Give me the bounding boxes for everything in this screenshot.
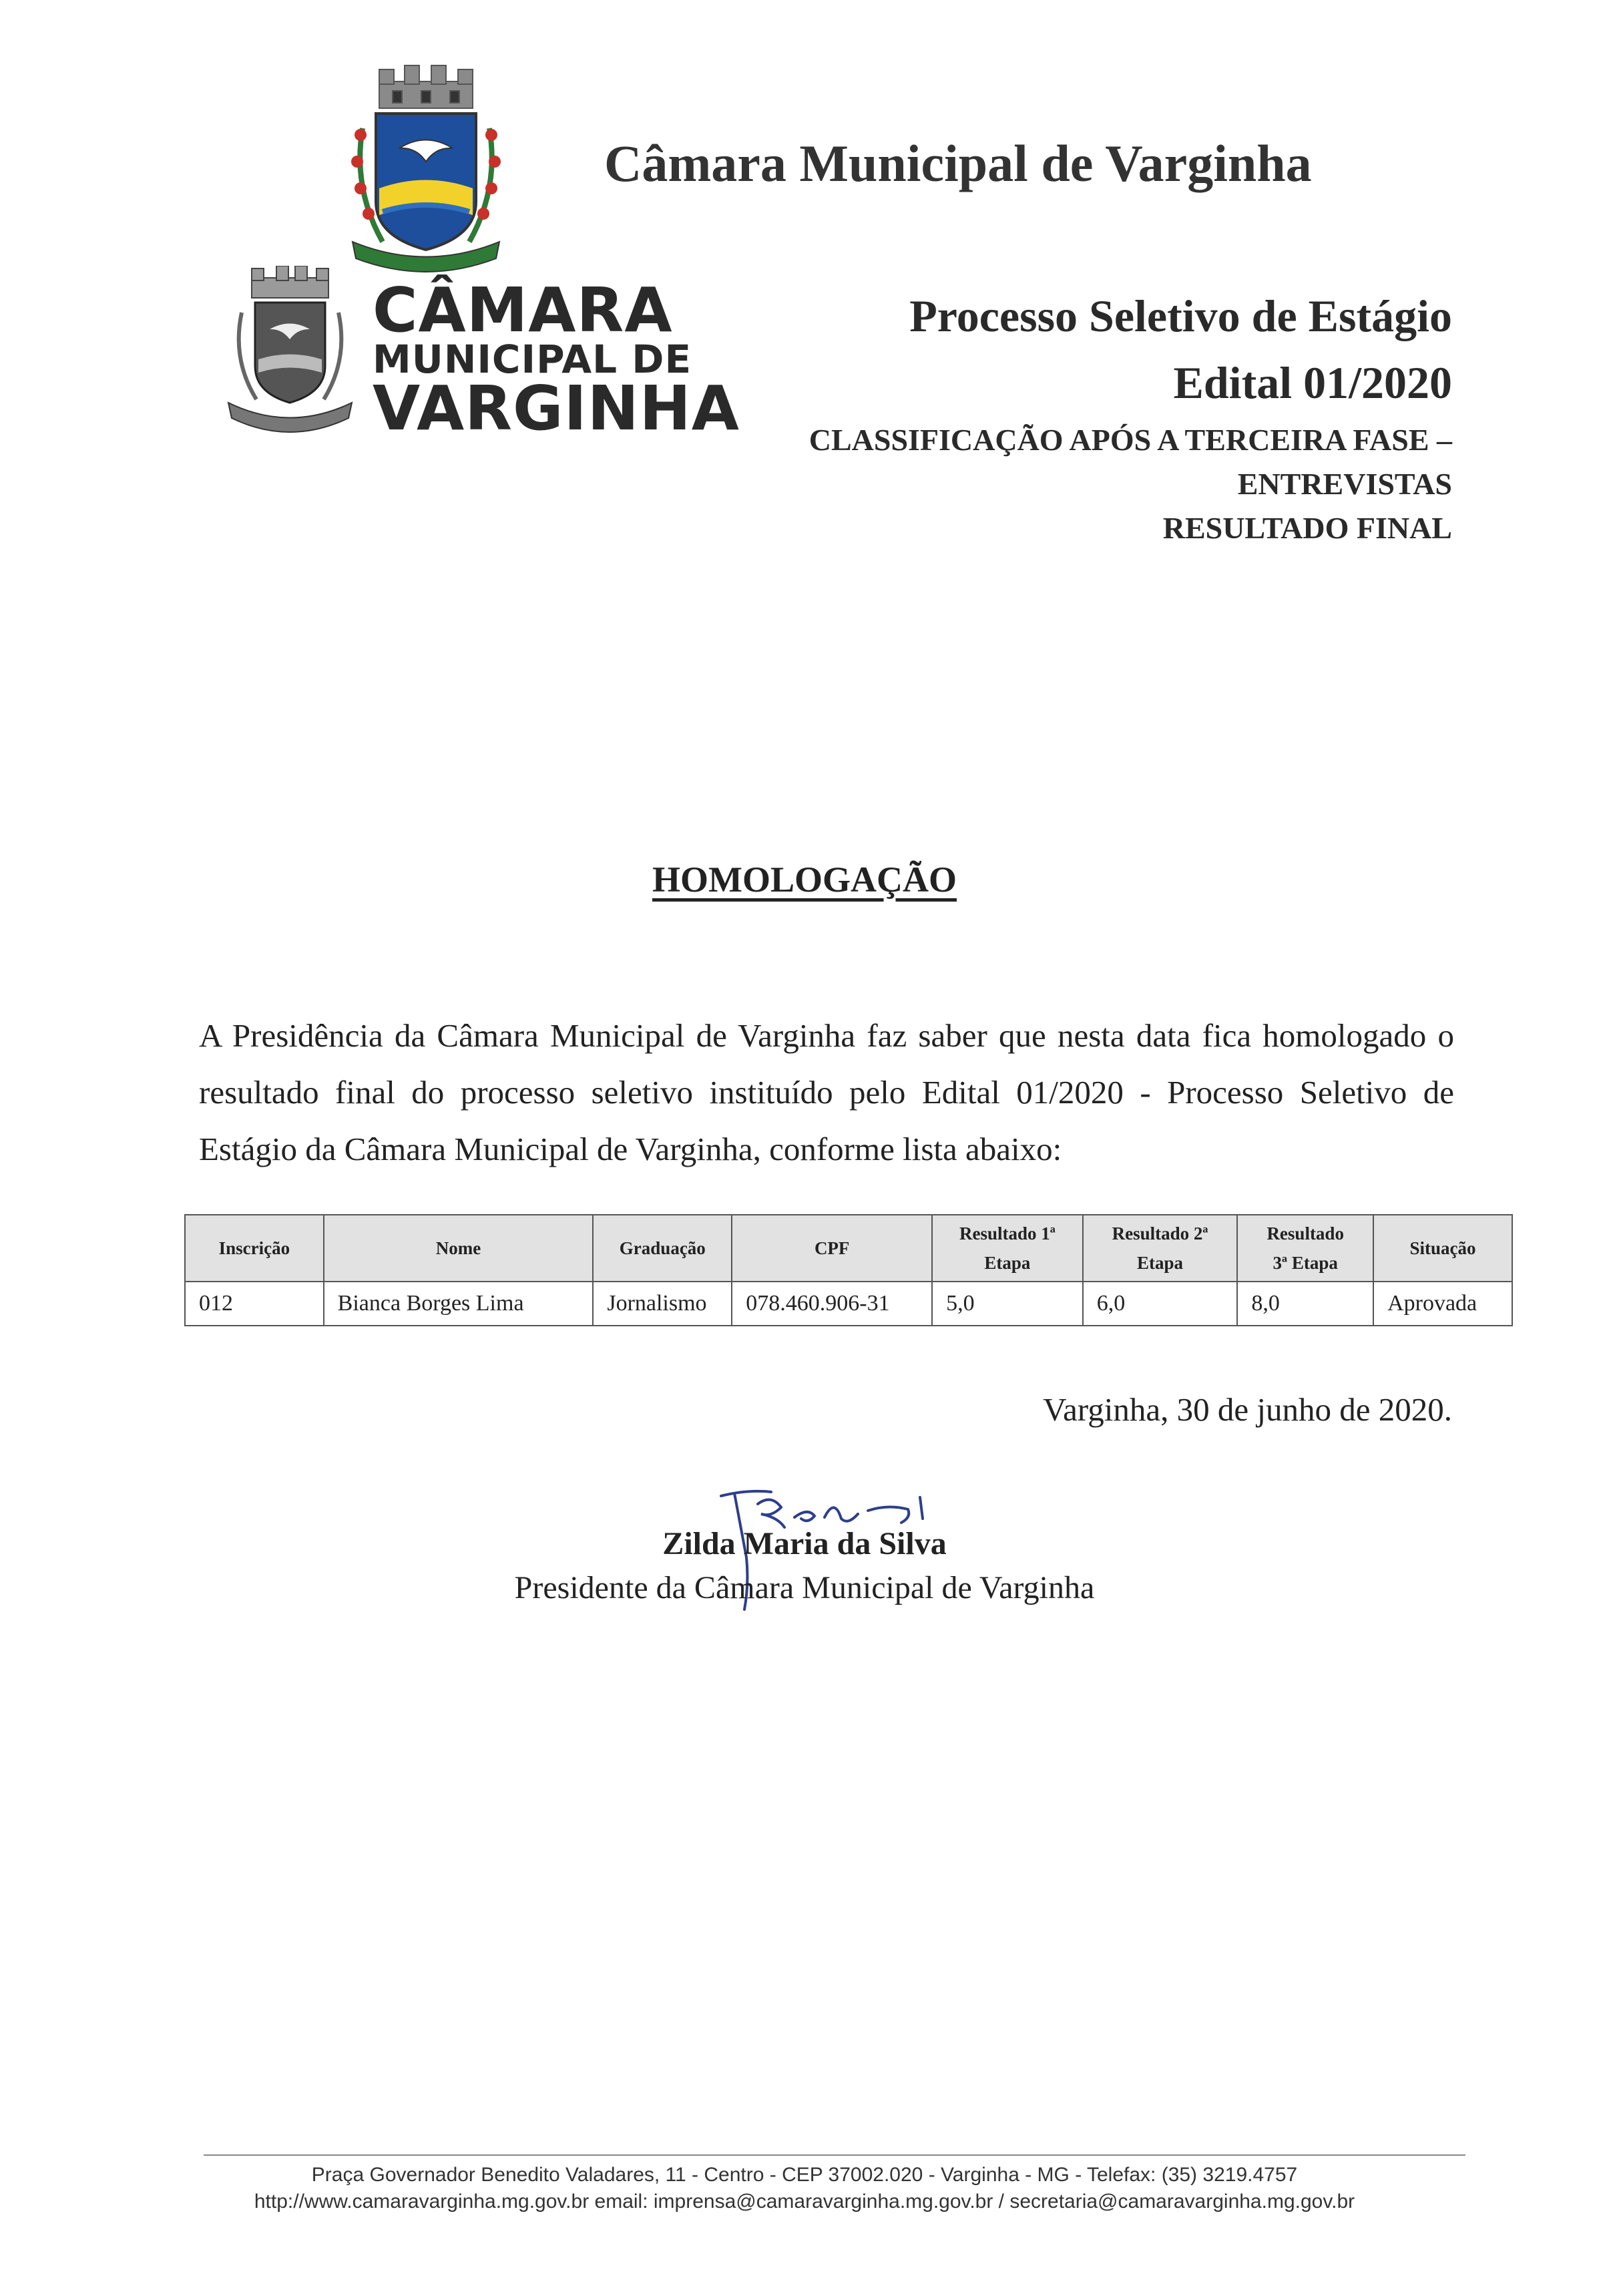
camara-logo-emblem [215, 266, 365, 446]
signatory-name: Zilda Maria da Silva [662, 1526, 947, 1561]
coat-of-arms-emblem [326, 61, 526, 282]
logo-line-1: CÂMARA [373, 274, 673, 346]
header-resultado-2-line2: Etapa [1137, 1253, 1184, 1273]
results-table [184, 1214, 1513, 1326]
cell-nome: Bianca Borges Lima [324, 1282, 594, 1326]
table-header-row [185, 1215, 1512, 1282]
header-resultado-3 [1237, 1215, 1373, 1282]
document-date: Varginha, 30 de junho de 2020. [1043, 1391, 1452, 1428]
header-inscricao: Inscrição [185, 1215, 324, 1282]
edital-number: Edital 01/2020 [1173, 357, 1452, 408]
logo-shield-icon [255, 303, 325, 403]
footer-divider [204, 2154, 1465, 2156]
cell-resultado-1: 5,0 [932, 1282, 1083, 1326]
table-row [185, 1282, 1512, 1326]
signatory-role: Presidente da Câmara Municipal de Varginha [514, 1570, 1095, 1605]
classification-subtitle [809, 418, 1452, 550]
classification-line: RESULTADO FINAL [1162, 511, 1452, 545]
cell-inscricao: 012 [185, 1282, 324, 1326]
classification-line: CLASSIFICAÇÃO APÓS A TERCEIRA FASE – [809, 423, 1452, 457]
header-resultado-2-line1: Resultado 2ª [1112, 1223, 1208, 1243]
footer-address: Praça Governador Benedito Valadares, 11 - Centro - CEP 37002.020 - Varginha - MG - Telefax: (35) 3219.4757 [311, 2164, 1298, 2186]
section-heading: HOMOLOGAÇÃO [652, 859, 957, 900]
cell-cpf: 078.460.906-31 [732, 1282, 932, 1326]
header-graduacao: Graduação [593, 1215, 732, 1282]
cell-situacao: Aprovada [1373, 1282, 1512, 1326]
header-resultado-3-line2: 3ª Etapa [1273, 1253, 1338, 1273]
header-resultado-1 [932, 1215, 1083, 1282]
process-title: Processo Seletivo de Estágio [909, 291, 1452, 341]
header-resultado-1-line1: Resultado 1ª [959, 1223, 1056, 1243]
classification-line: ENTREVISTAS [1237, 467, 1452, 501]
header-cpf: CPF [732, 1215, 932, 1282]
announcement-paragraph: A Presidência da Câmara Municipal de Varginha faz saber que nesta data fica homologado o resultado final do processo seletivo instituído pelo Edital 01/2020 - Processo Seletivo de Estágio da Câmara Municipal de Varginha, conforme lista abaixo: [199, 1017, 1454, 1167]
header-situacao: Situação [1373, 1215, 1512, 1282]
header-resultado-2 [1083, 1215, 1238, 1282]
footer-contacts: http://www.camaravarginha.mg.gov.br email: imprensa@camaravarginha.mg.gov.br / secretaria@camaravarginha.mg.gov.br [254, 2190, 1355, 2213]
cell-resultado-2: 6,0 [1083, 1282, 1238, 1326]
camara-logo-wordmark [373, 274, 740, 444]
logo-line-3: VARGINHA [373, 372, 740, 444]
header-resultado-3-line1: Resultado [1267, 1223, 1344, 1243]
homologacao-heading-wrapper [0, 859, 1609, 900]
header-resultado-1-line2: Etapa [984, 1253, 1031, 1273]
cell-graduacao: Jornalismo [593, 1282, 732, 1326]
cell-resultado-3: 8,0 [1237, 1282, 1373, 1326]
logo-line-2: MUNICIPAL DE [373, 337, 692, 383]
org-title: Câmara Municipal de Varginha [604, 134, 1312, 192]
header-nome: Nome [324, 1215, 594, 1282]
mural-crown-icon [379, 65, 473, 108]
